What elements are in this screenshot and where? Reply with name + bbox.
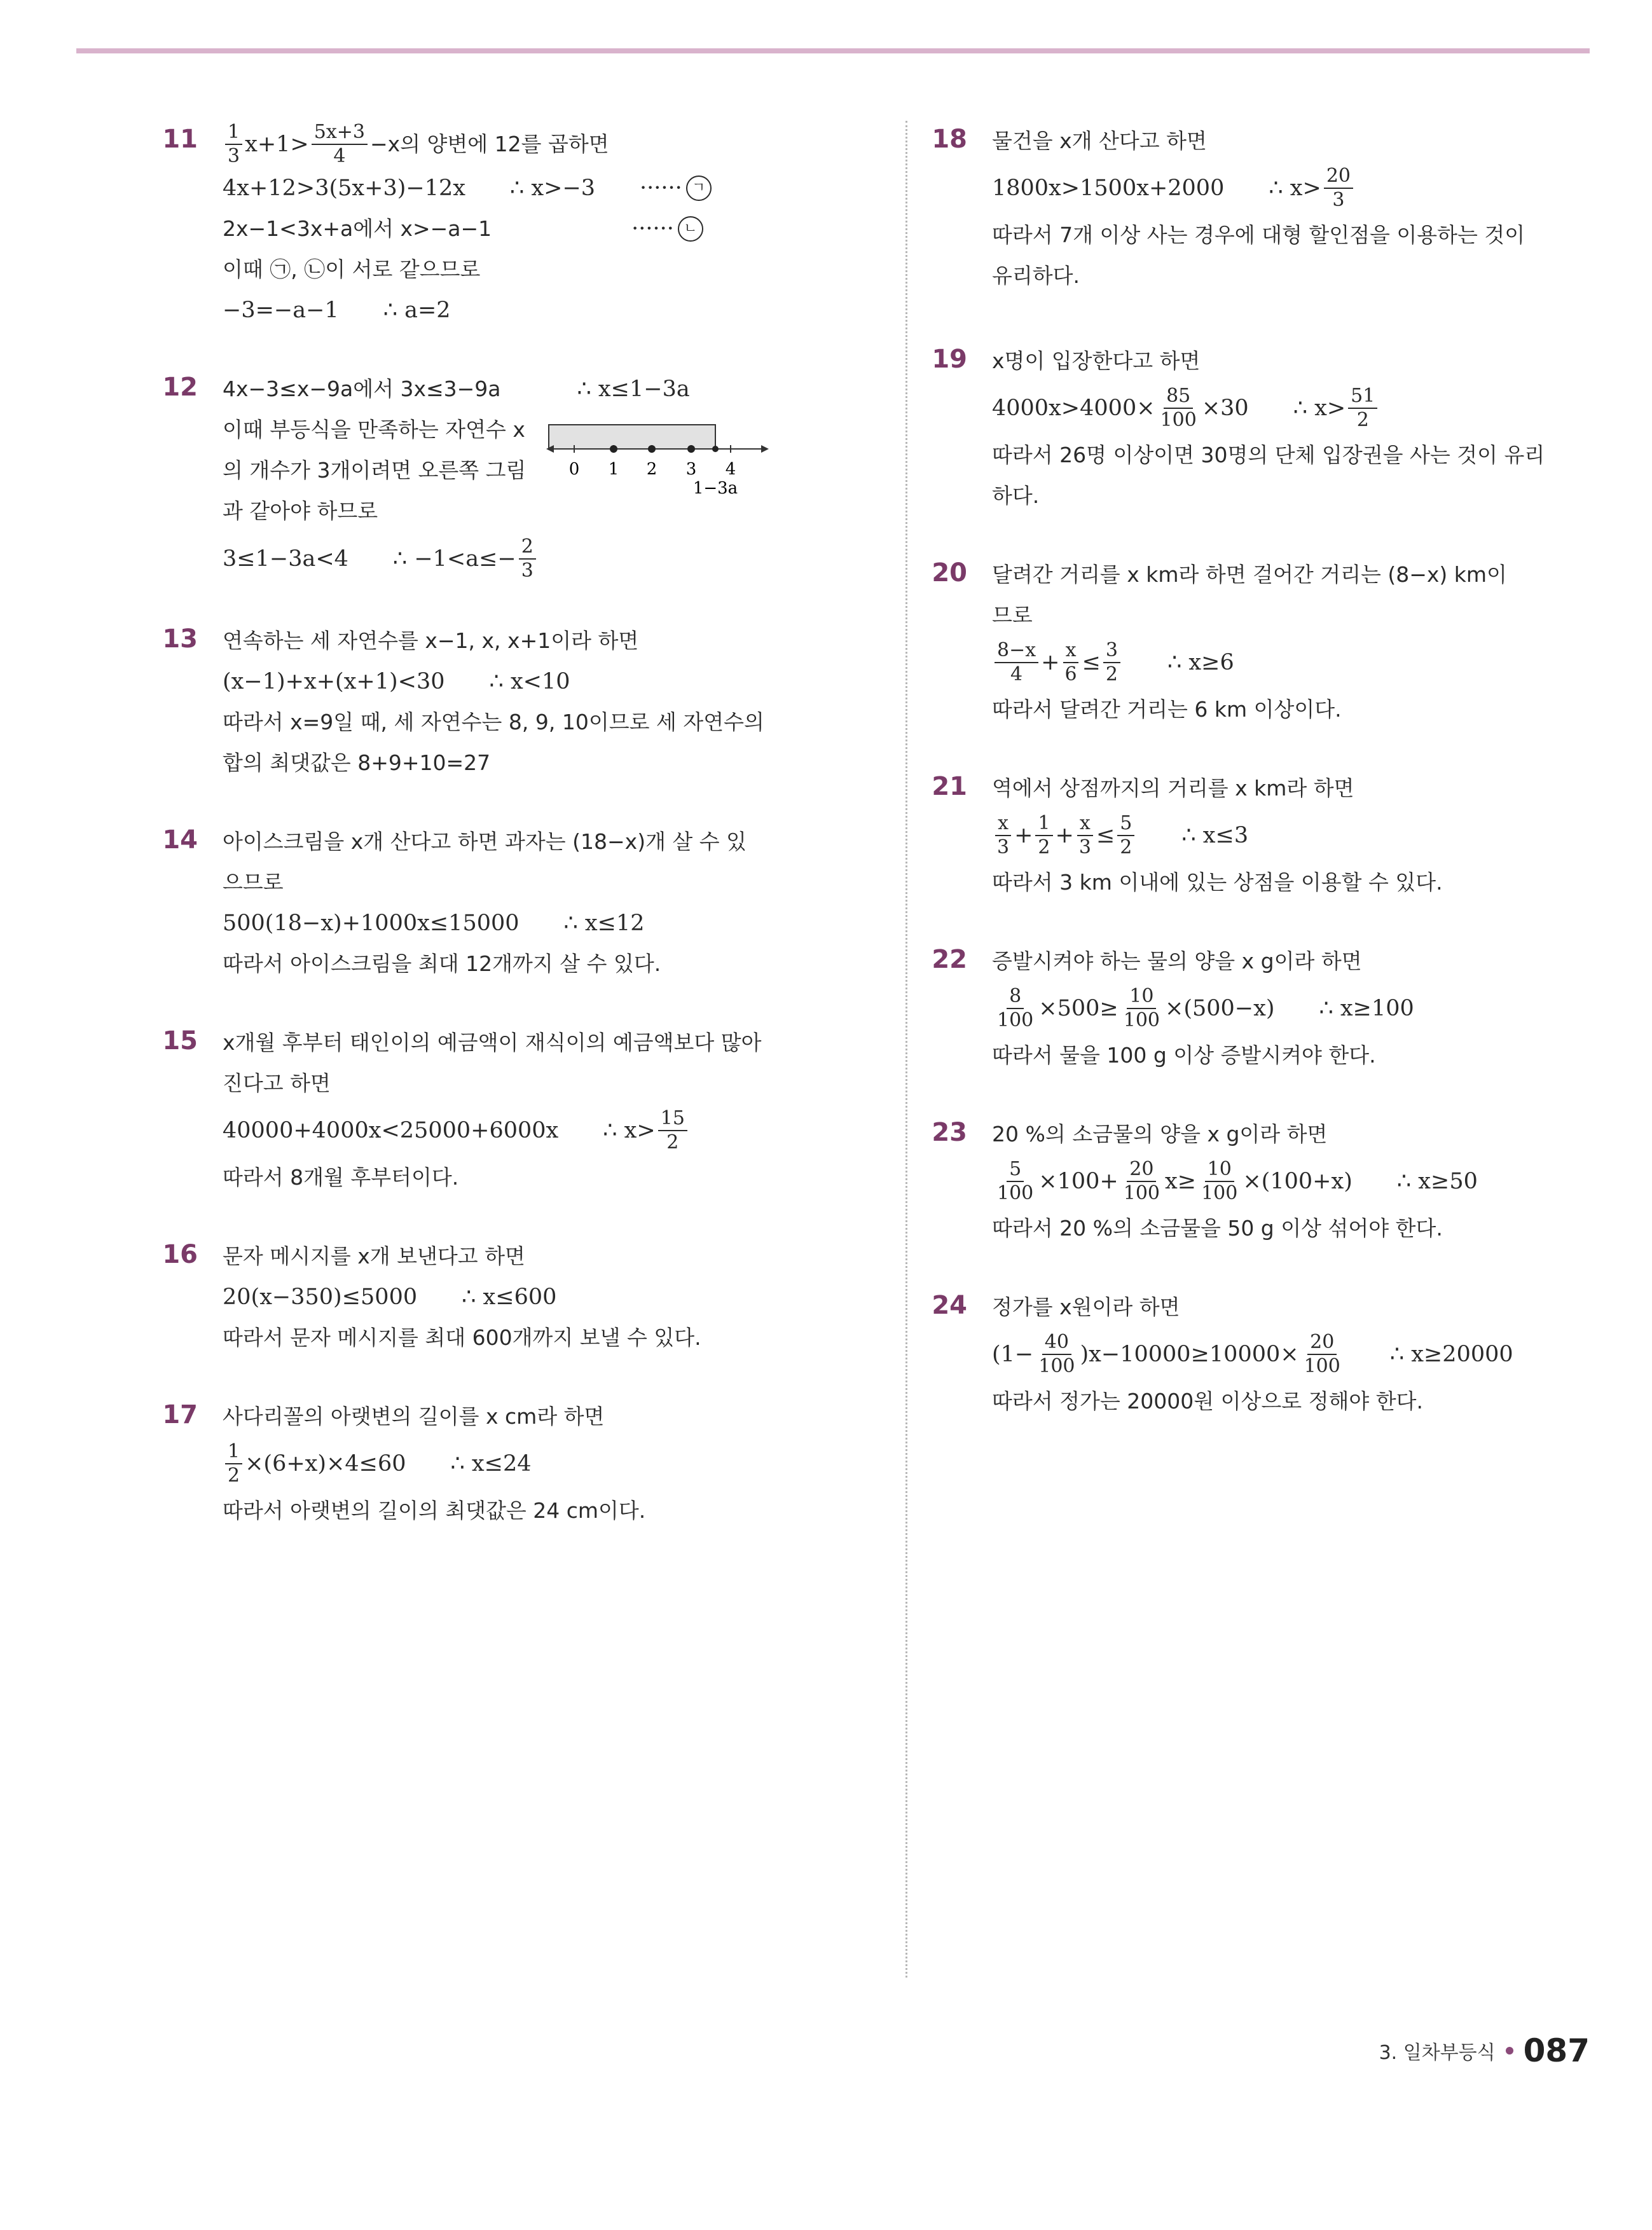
- problem-18: 18 물건을 x개 산다고 하면 1800x>1500x+2000 ∴ x> $\frac{20}{3}$ 따라서 7개 이상 사는 경우에 대형 할인점을 이용하는 것이 유리하다.: [992, 121, 1641, 296]
- fraction: $\frac{5}{100}$: [997, 1158, 1034, 1204]
- page-number: 087: [1523, 2032, 1590, 2069]
- top-rule: [76, 48, 1590, 53]
- fraction: $\frac{20}{3}$: [1324, 165, 1353, 212]
- page-footer: [1379, 2032, 1590, 2069]
- circled-label: ㄴ: [678, 216, 703, 242]
- problem-16: 16 문자 메시지를 x개 보낸다고 하면 20(x−350)≤5000 ∴ x≤600 따라서 문자 메시지를 최대 600개까지 보낼 수 있다.: [223, 1236, 871, 1358]
- column-divider: [905, 121, 907, 1978]
- problem-number: 23: [932, 1118, 967, 1147]
- problem-13: 13 연속하는 세 자연수를 x−1, x, x+1이라 하면 (x−1)+x+(x+1)<30 ∴ x<10 따라서 x=9일 때, 세 자연수는 8, 9, 10이므로 세 자연수의 합의 최댓값은 8+9+10=27: [223, 621, 871, 783]
- problem-21: 21 역에서 상점까지의 거리를 x km라 하면 $\frac{x}{3}$ + $\frac{1}{2}$ + $\frac{x}{3}$ ≤ $\frac{5}{2}$ ∴ x≤3 따라서 3 km 이내에 있는 상점을 이용할 수 있다.: [992, 768, 1641, 903]
- point: [610, 445, 617, 453]
- problem-12: 12 4x−3≤x−9a에서 3x≤3−9a ∴ x≤1−3a 이때 부등식을 만족하는 자연수 x 의 개수가 3개이려면 오른쪽 그림 과 같아야 하므로 0 1 2 3 4 1−3a 3≤1−3a<4 ∴ −1<a≤− $\frac{2}{3}$: [223, 369, 871, 582]
- problem-number: 15: [162, 1026, 198, 1056]
- problem-number: 11: [162, 125, 198, 154]
- fraction: $\frac{3}{2}$: [1103, 639, 1120, 686]
- problem-number: 19: [932, 345, 967, 374]
- point: [648, 445, 656, 453]
- problem-number: 20: [932, 558, 967, 588]
- problem-number: 13: [162, 624, 198, 654]
- problem-number: 16: [162, 1240, 198, 1269]
- problem-14: 14 아이스크림을 x개 산다고 하면 과자는 (18−x)개 살 수 있 으므로 500(18−x)+1000x≤15000 ∴ x≤12 따라서 아이스크림을 최대 12개까지 살 수 있다.: [223, 822, 871, 984]
- problem-number: 22: [932, 945, 967, 974]
- problem-19: 19 x명이 입장한다고 하면 4000x>4000× $\frac{85}{100}$ ×30 ∴ x> $\frac{51}{2}$ 따라서 26명 이상이면 30명의 단체 입장권을 사는 것이 유리 하다.: [992, 341, 1641, 516]
- fraction: $\frac{10}{100}$: [1123, 985, 1160, 1031]
- fraction: $\frac{x}{3}$: [1077, 812, 1094, 859]
- tick-label: 2: [647, 460, 657, 479]
- problem-number: 18: [932, 125, 967, 154]
- problem-15: 15 x개월 후부터 태인이의 예금액이 재식이의 예금액보다 많아 진다고 하면 40000+4000x<25000+6000x ∴ x> $\frac{15}{2}$ 따라서 8개월 후부터이다.: [223, 1022, 871, 1198]
- chapter-title: 3. 일차부등식: [1379, 2042, 1496, 2064]
- problem-22: 22 증발시켜야 하는 물의 양을 x g이라 하면 $\frac{8}{100}$ ×500≥ $\frac{10}{100}$ ×(500−x) ∴ x≥100 따라서 물을 100 g 이상 증발시켜야 한다.: [992, 941, 1641, 1076]
- fraction: $\frac{85}{100}$: [1160, 385, 1197, 431]
- problem-number: 21: [932, 772, 967, 801]
- tick-label: 1: [609, 460, 619, 479]
- fraction: $\frac{20}{100}$: [1123, 1158, 1160, 1204]
- problem-20: 20 달려간 거리를 x km라 하면 걸어간 거리는 (8−x) km이 므로 $\frac{8-x}{4}$ + $\frac{x}{6}$ ≤ $\frac{3}{2}$ ∴ x≥6 따라서 달려간 거리는 6 km 이상이다.: [992, 554, 1641, 730]
- right-arrow: [761, 445, 769, 453]
- fraction: $\frac{5}{2}$: [1117, 812, 1134, 859]
- fraction: $\frac{40}{100}$: [1038, 1331, 1075, 1377]
- number-line-diagram: [545, 416, 774, 511]
- fraction: $\frac{8}{100}$: [997, 985, 1034, 1031]
- fraction: $\frac{1}{2}$: [1035, 812, 1052, 859]
- fraction: $\frac{2}{3}$: [519, 535, 536, 582]
- fraction: $\frac{1}{2}$: [225, 1440, 242, 1487]
- right-column: [932, 121, 1641, 1422]
- fraction: $\frac{15}{2}$: [658, 1107, 687, 1154]
- fraction: $\frac{8-x}{4}$: [995, 639, 1038, 686]
- fraction: $\frac{51}{2}$: [1348, 385, 1377, 432]
- problem-number: 17: [162, 1400, 198, 1429]
- problem-number: 12: [162, 373, 198, 402]
- bullet-dot: [1506, 2047, 1513, 2054]
- fraction: $\frac{1}{3}$: [225, 121, 242, 168]
- fraction: $\frac{x}{6}$: [1062, 639, 1079, 686]
- problem-11: 11 $\frac{1}{3}$ x+1> $\frac{5x+3}{4}$ −x의 양변에 12를 곱하면 4x+12>3(5x+3)−12x ∴ x>−3 ······ ㄱ 2x−1<3x+a에서 x>−a−1 ······ ㄴ 이때 ㉠, ㉡이 서로 같으므로 −3=−a−1 ∴ a=2: [223, 121, 871, 331]
- point: [687, 445, 695, 453]
- boundary-label: 1−3a: [693, 479, 738, 498]
- left-column: [162, 121, 871, 1531]
- problem-23: 23 20 %의 소금물의 양을 x g이라 하면 $\frac{5}{100}$ ×100+ $\frac{20}{100}$ x≥ $\frac{10}{100}$ ×(100+x) ∴ x≥50 따라서 20 %의 소금물을 50 g 이상 섞어야 한다.: [992, 1114, 1641, 1249]
- problem-number: 24: [932, 1291, 967, 1320]
- fraction: $\frac{5x+3}{4}$: [312, 121, 368, 168]
- tick-label: 3: [686, 460, 697, 479]
- endpoint: [712, 446, 719, 452]
- problem-24: 24 정가를 x원이라 하면 (1− $\frac{40}{100}$ )x−10000≥10000× $\frac{20}{100}$ ∴ x≥20000 따라서 정가는 20000원 이상으로 정해야 한다.: [992, 1287, 1641, 1422]
- fraction: $\frac{10}{100}$: [1201, 1158, 1238, 1204]
- tick-label: 4: [726, 460, 736, 479]
- problem-17: 17 사다리꼴의 아랫변의 길이를 x cm라 하면 $\frac{1}{2}$ ×(6+x)×4≤60 ∴ x≤24 따라서 아랫변의 길이의 최댓값은 24 cm이다.: [223, 1396, 871, 1531]
- circled-label: ㄱ: [686, 176, 712, 201]
- fraction: $\frac{x}{3}$: [995, 812, 1012, 859]
- problem-number: 14: [162, 825, 198, 855]
- tick-label: 0: [569, 460, 580, 479]
- fraction: $\frac{20}{100}$: [1304, 1331, 1340, 1377]
